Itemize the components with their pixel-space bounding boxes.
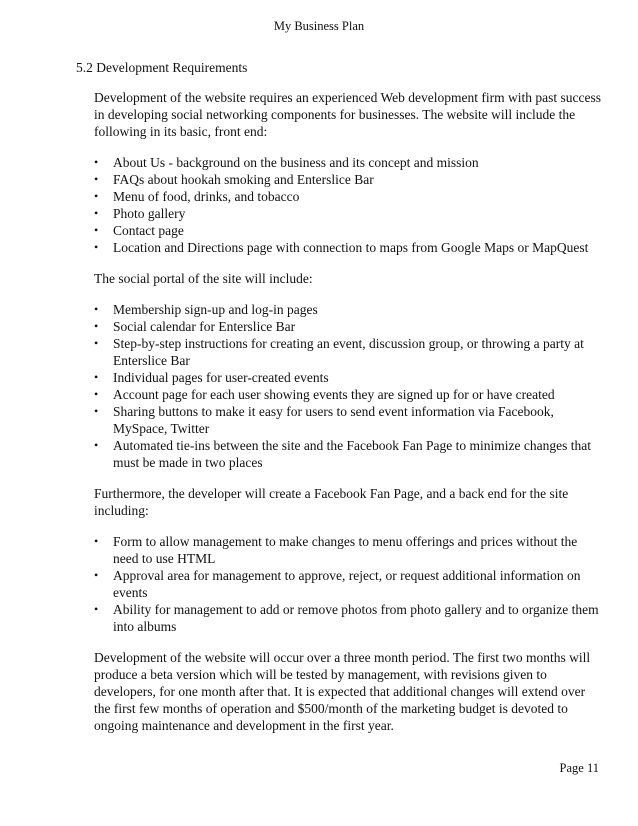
list-item-text: Menu of food, drinks, and tobacco: [113, 189, 300, 204]
list-item: [94, 403, 604, 437]
list-item-text: About Us - background on the business and its concept and mission: [113, 155, 479, 170]
list-item-text: Photo gallery: [113, 206, 186, 221]
bullet-icon: •: [94, 534, 99, 548]
bullet-icon: •: [94, 206, 99, 220]
list-item-text: Sharing buttons to make it easy for users to send event information via Facebook, MySpace, Twitter: [113, 404, 554, 436]
list-item-text: Social calendar for Enterslice Bar: [113, 319, 296, 334]
social-intro-paragraph: The social portal of the site will include:: [94, 271, 313, 286]
list-item: [94, 301, 604, 318]
list-item: [94, 188, 604, 205]
list-item: [94, 335, 604, 369]
list-item-text: Form to allow management to make changes to menu offerings and prices without the need to use HTML: [113, 534, 578, 566]
bullet-icon: •: [94, 602, 99, 616]
list-item-text: Account page for each user showing events they are signed up for or have created: [113, 387, 555, 402]
bullet-icon: •: [94, 438, 99, 452]
backend-list: [94, 533, 604, 635]
list-item: [94, 533, 604, 567]
bullet-icon: •: [94, 404, 99, 418]
list-item: [94, 386, 604, 403]
list-item-text: Ability for management to add or remove photos from photo gallery and to organize them into albums: [113, 602, 599, 634]
list-item: [94, 205, 604, 222]
list-item: [94, 154, 604, 171]
bullet-icon: •: [94, 387, 99, 401]
list-item: [94, 239, 604, 256]
closing-paragraph: Development of the website will occur over a three month period. The first two months will produce a beta version which will be tested by management, with revisions given to developers, for one month after that. It is expected that additional changes will extend over the first few months of operation and $500/month of the marketing budget is devoted to ongoing maintenance and development in the first year.: [94, 650, 591, 733]
intro-paragraph: Development of the website requires an experienced Web development firm with past success in developing social networking components for businesses. The website will include the following in its basic, front end:: [94, 90, 601, 139]
list-item-text: Automated tie-ins between the site and the Facebook Fan Page to minimize changes that must be made in two places: [113, 438, 591, 470]
bullet-icon: •: [94, 370, 99, 384]
bullet-icon: •: [94, 302, 99, 316]
list-item-text: Step-by-step instructions for creating an event, discussion group, or throwing a party at Enterslice Bar: [113, 336, 584, 368]
social-portal-list: [94, 301, 604, 471]
backend-intro-paragraph: Furthermore, the developer will create a Facebook Fan Page, and a back end for the site including:: [94, 486, 569, 518]
list-item-text: Contact page: [113, 223, 184, 238]
list-item: [94, 369, 604, 386]
list-item: [94, 171, 604, 188]
list-item: [94, 567, 604, 601]
document-body: [94, 89, 604, 748]
page-header: My Business Plan: [273, 19, 365, 33]
list-item: [94, 222, 604, 239]
list-item-text: Membership sign-up and log-in pages: [113, 302, 318, 317]
bullet-icon: •: [94, 172, 99, 186]
bullet-icon: •: [94, 223, 99, 237]
list-item-text: Location and Directions page with connection to maps from Google Maps or MapQuest: [113, 240, 589, 255]
list-item-text: FAQs about hookah smoking and Enterslice Bar: [113, 172, 374, 187]
bullet-icon: •: [94, 336, 99, 350]
list-item: [94, 601, 604, 635]
list-item-text: Approval area for management to approve, reject, or request additional information on events: [113, 568, 581, 600]
bullet-icon: •: [94, 240, 99, 254]
list-item: [94, 318, 604, 335]
list-item: [94, 437, 604, 471]
page-number: Page 11: [559, 761, 599, 775]
section-title: 5.2 Development Requirements: [76, 60, 248, 75]
bullet-icon: •: [94, 155, 99, 169]
bullet-icon: •: [94, 189, 99, 203]
front-end-list: [94, 154, 604, 256]
bullet-icon: •: [94, 319, 99, 333]
list-item-text: Individual pages for user-created events: [113, 370, 329, 385]
bullet-icon: •: [94, 568, 99, 582]
